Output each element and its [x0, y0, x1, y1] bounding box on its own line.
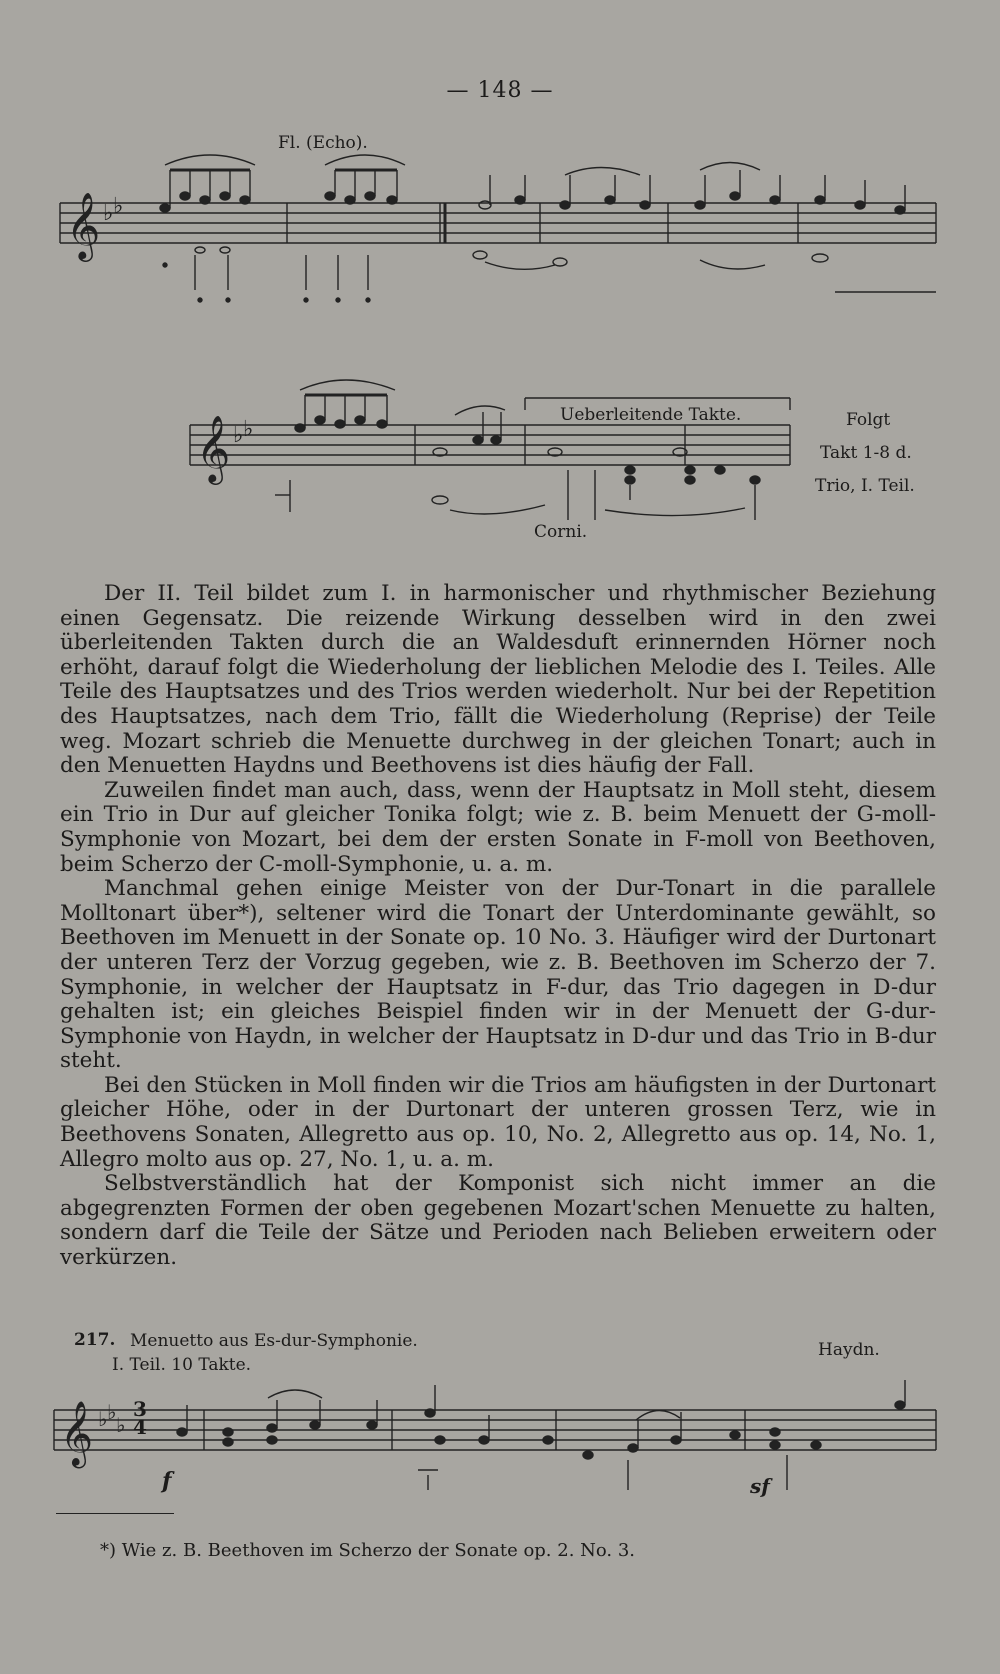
side-note-line-3: Trio, I. Teil. [815, 476, 915, 496]
svg-text:𝄞: 𝄞 [66, 191, 101, 259]
footnote-divider [56, 1513, 174, 1514]
time-signature-top: 3 [133, 1397, 147, 1421]
horns-label: Corni. [534, 522, 588, 542]
example-title: Menuetto aus Es-dur-Symphonie. [130, 1331, 418, 1351]
paragraph: Bei den Stücken in Moll finden wir die Trios am häufigsten in der Durtonart gleicher Höhe, oder in der Durtonart der unteren grossen Terz, wie in Beethovens Sonaten, Allegretto aus op. 10, No. 2, Allegretto aus op. 14, No. 1, Allegro molto aus op. 27, No. 1, u. a. m. [60, 1072, 936, 1172]
body-text [60, 582, 936, 1271]
footnote: *) Wie z. B. Beethoven im Scherzo der Sonate op. 2. No. 3. [100, 1540, 636, 1561]
paragraph: Zuweilen findet man auch, dass, wenn der Hauptsatz in Moll steht, diesem ein Trio in Dur auf gleicher Tonika folgt; wie z. B. beim Menuett der G-moll-Symphonie von Mozart, bei dem der ersten Sonate in F-moll von Beethoven, beim Scherzo der C-moll-Symphonie, u. a. m. [60, 777, 936, 877]
svg-text:♭: ♭ [116, 1413, 126, 1437]
svg-text:♭: ♭ [98, 1407, 108, 1431]
transition-box-label: Ueberleitende Takte. [560, 405, 742, 425]
side-note-line-2: Takt 1-8 d. [820, 443, 912, 463]
svg-text:𝄞: 𝄞 [60, 1401, 94, 1466]
example-composer: Haydn. [818, 1340, 880, 1360]
page-number: — 148 — [446, 78, 554, 103]
paragraph: Der II. Teil bildet zum I. in harmonischer und rhythmischer Beziehung einen Gegensatz. Die reizende Wirkung desselben wird in den zwei überleitenden Takten durch die an Waldesduft erinnernden Hörner noch erhöht, darauf folgt die Wiederholung der lieblichen Melodie des I. Teiles. Alle Teile des Hauptsatzes und des Trios werden wiederholt. Nur bei der Repetition des Hauptsatzes, nach dem Trio, fällt die Wiederholung (Reprise) der Teile weg. Mozart schrieb die Menuette durchweg in der gleichen Tonart; auch in den Menuetten Haydns und Beethovens ist dies häufig der Fall. [60, 581, 936, 779]
example-number: 217. [74, 1330, 116, 1350]
svg-text:♭: ♭ [107, 1400, 117, 1424]
paragraph: Manchmal gehen einige Meister von der Dur-Tonart in die parallele Molltonart über*), seltener wird die Tonart der Unterdominante gewählt, so Beethoven im Menuett in der Sonate op. 10 No. 3. Häufiger wird der Durtonart der unteren Terz der Vorzug gegeben, wie z. B. Beethoven im Scherzo der 7. Symphonie, in welcher der Hauptsatz in F-dur, das Trio dagegen in D-dur gehalten ist; ein gleiches Beispiel finden wir in der Menuett der G-dur-Symphonie von Haydn, in welcher der Hauptsatz in D-dur und das Trio in B-dur steht. [60, 876, 936, 1074]
svg-text:𝄞: 𝄞 [196, 414, 231, 482]
music-system-3 [0, 1380, 1000, 1500]
dynamic-forte: f [162, 1468, 172, 1494]
time-signature [133, 1397, 147, 1439]
music-system-1 [0, 150, 1000, 340]
side-note-line-1: Folgt [846, 410, 891, 430]
svg-text:♭: ♭ [243, 417, 254, 442]
example-subtitle: I. Teil. 10 Takte. [112, 1355, 252, 1375]
svg-text:♭: ♭ [103, 201, 114, 226]
dynamic-sforzando: sf [750, 1474, 770, 1498]
flute-echo-label: Fl. (Echo). [278, 133, 368, 153]
svg-text:♭: ♭ [233, 423, 244, 448]
time-signature-bottom: 4 [133, 1415, 147, 1439]
paragraph: Selbstverständlich hat der Komponist sich nicht immer an die abgegrenzten Formen der oben gegebenen Mozart'schen Menuette zu halten, sondern darf die Teile der Sätze und Perioden nach Belieben erweitern oder verkürzen. [60, 1171, 936, 1271]
svg-text:♭: ♭ [113, 194, 124, 219]
